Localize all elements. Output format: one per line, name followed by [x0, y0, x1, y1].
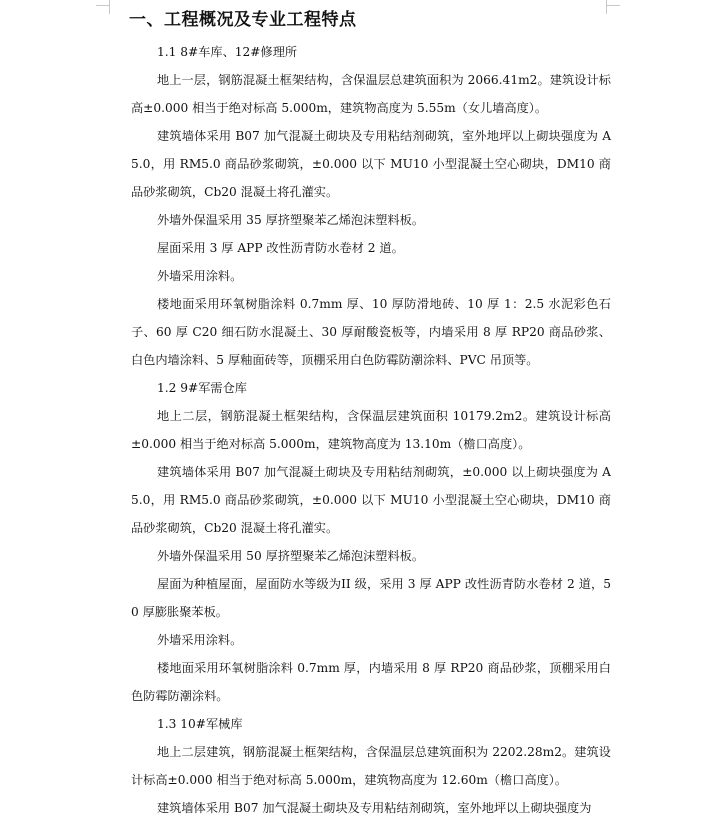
paragraph: 建筑墙体采用 B07 加气混凝土砌块及专用粘结剂砌筑，室外地坪以上砌块强度为 A5.0，用 RM5.0 商品砂浆砌筑，±0.000 以下 MU10 小型混凝土空心砌块，DM10 商品砂浆砌筑，Cb20 混凝土将孔灌实。	[131, 129, 611, 199]
section-heading: 一、工程概况及专业工程特点	[129, 10, 357, 30]
paragraph: 外墙外保温采用 50 厚挤塑聚苯乙烯泡沫塑料板。	[157, 549, 425, 563]
paragraph: 外墙外保温采用 35 厚挤塑聚苯乙烯泡沫塑料板。	[157, 213, 425, 227]
subsection-title: 1.2 9#军需仓库	[157, 381, 247, 395]
crop-mark-left-vertical	[109, 0, 110, 14]
paragraph: 地上一层，钢筋混凝土框架结构，含保温层总建筑面积为 2066.41m2。建筑设计标高±0.000 相当于绝对标高 5.000m，建筑物高度为 5.55m（女儿墙高度）。	[131, 73, 611, 115]
document-body	[131, 8, 611, 822]
section-1-1	[131, 38, 611, 374]
paragraph: 外墙采用涂料。	[157, 633, 243, 647]
crop-mark-right-horizontal	[606, 5, 620, 6]
paragraph: 外墙采用涂料。	[157, 269, 243, 283]
paragraph: 楼地面采用环氧树脂涂料 0.7mm 厚、10 厚防滑地砖、10 厚 1：2.5 水泥彩色石子、60 厚 C20 细石防水混凝土、30 厚耐酸瓷板等，内墙采用 8 厚 RP20 商品砂浆、白色内墙涂料、5 厚釉面砖等，顶棚采用白色防霉防潮涂料、PVC 吊顶等。	[131, 297, 611, 367]
paragraph: 建筑墙体采用 B07 加气混凝土砌块及专用粘结剂砌筑，室外地坪以上砌块强度为	[157, 801, 592, 815]
section-1-3	[131, 710, 611, 822]
paragraph: 地上二层建筑，钢筋混凝土框架结构，含保温层总建筑面积为 2202.28m2。建筑设计标高±0.000 相当于绝对标高 5.000m，建筑物高度为 12.60m（檐口高度）。	[131, 745, 611, 787]
subsection-title: 1.1 8#车库、12#修理所	[157, 45, 298, 59]
paragraph: 建筑墙体采用 B07 加气混凝土砌块及专用粘结剂砌筑，±0.000 以上砌块强度为 A5.0，用 RM5.0 商品砂浆砌筑，±0.000 以下 MU10 小型混凝土空心砌块，DM10 商品砂浆砌筑，Cb20 混凝土将孔灌实。	[131, 465, 611, 535]
paragraph: 地上二层，钢筋混凝土框架结构，含保温层建筑面积 10179.2m2。建筑设计标高±0.000 相当于绝对标高 5.000m，建筑物高度为 13.10m（檐口高度）。	[131, 409, 611, 451]
section-1-2	[131, 374, 611, 710]
subsection-title: 1.3 10#军械库	[157, 717, 243, 731]
paragraph: 楼地面采用环氧树脂涂料 0.7mm 厚，内墙采用 8 厚 RP20 商品砂浆，顶棚采用白色防霉防潮涂料。	[131, 661, 611, 703]
paragraph: 屋面采用 3 厚 APP 改性沥青防水卷材 2 道。	[157, 241, 404, 255]
crop-mark-left-horizontal	[96, 5, 110, 6]
paragraph: 屋面为种植屋面，屋面防水等级为II 级，采用 3 厚 APP 改性沥青防水卷材 2 道，50 厚膨胀聚苯板。	[131, 577, 611, 619]
